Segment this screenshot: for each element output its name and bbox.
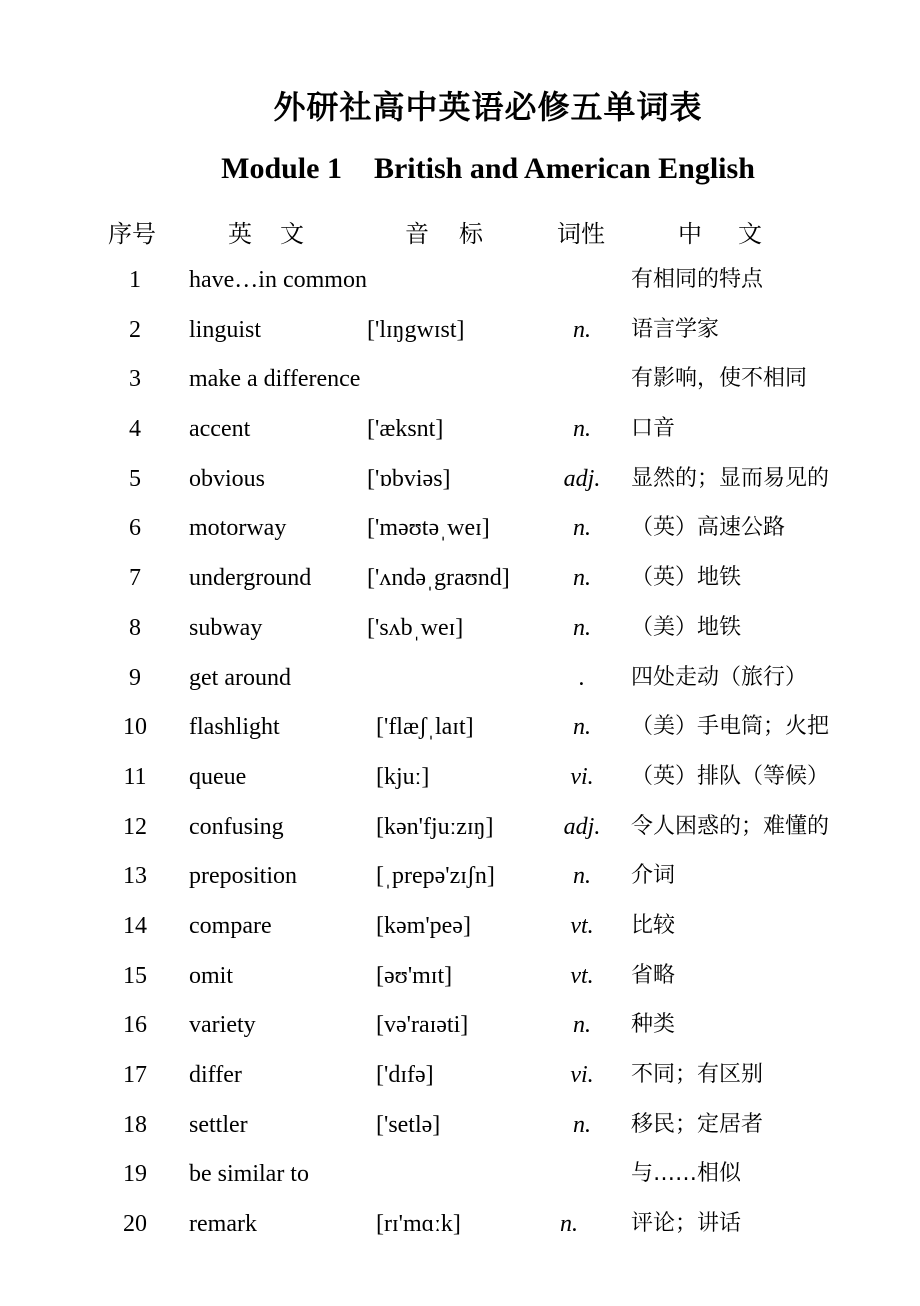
row-phonetic: [kjuː]: [376, 763, 430, 790]
table-row: [0, 560, 920, 610]
table-row: [0, 262, 920, 312]
table-row: [0, 610, 920, 660]
row-meaning: 与……相似: [631, 1161, 742, 1187]
row-number: 10: [123, 714, 147, 741]
row-pos: n.: [573, 416, 591, 443]
row-number: 3: [129, 366, 141, 393]
row-number: 7: [129, 565, 141, 592]
table-row: [0, 361, 920, 411]
row-meaning: 有相同的特点: [631, 267, 764, 292]
row-meaning: 种类: [631, 1012, 676, 1038]
table-row: [0, 461, 920, 511]
row-phonetic: ['lɪŋgwɪst]: [367, 316, 465, 343]
row-word: be similar to: [189, 1161, 309, 1188]
row-pos: vt.: [570, 912, 594, 939]
row-phonetic: ['flæʃˌlaɪt]: [376, 714, 474, 741]
row-number: 12: [123, 813, 147, 840]
row-meaning: 令人困惑的；难懂的: [631, 813, 830, 839]
row-word: linguist: [189, 316, 262, 343]
row-pos: n.: [573, 316, 591, 343]
row-number: 8: [129, 614, 141, 641]
row-phonetic: ['setlə]: [376, 1111, 441, 1138]
row-phonetic: ['ʌndəˌgraʊnd]: [367, 565, 510, 592]
row-phonetic: [və'raɪəti]: [376, 1012, 469, 1039]
row-number: 19: [123, 1161, 147, 1188]
header-pos: 词性: [557, 220, 605, 248]
row-word: settler: [189, 1111, 248, 1138]
table-row: [0, 1057, 920, 1107]
row-phonetic: [kəm'peə]: [376, 912, 471, 939]
row-meaning: 口音: [631, 416, 676, 442]
row-phonetic: ['æksnt]: [367, 416, 444, 443]
row-pos: n.: [573, 1111, 591, 1138]
module-number: Module 1: [221, 152, 342, 185]
row-pos: vi.: [570, 763, 594, 790]
row-word: subway: [189, 614, 263, 641]
row-meaning: 显然的；显而易见的: [631, 465, 830, 491]
row-number: 13: [123, 863, 147, 890]
table-row: [0, 411, 920, 461]
row-pos: n.: [560, 1211, 578, 1238]
row-meaning: 语言学家: [631, 316, 720, 342]
row-number: 1: [129, 267, 141, 293]
row-number: 6: [129, 515, 141, 542]
row-meaning: 有影响，使不相同: [631, 366, 808, 392]
row-pos: n.: [573, 1012, 591, 1039]
row-word: compare: [189, 912, 272, 939]
header-phonetic: 音标: [405, 220, 513, 248]
table-row: [0, 660, 920, 710]
row-meaning: 移民；定居者: [631, 1111, 764, 1137]
row-meaning: （英）高速公路: [631, 515, 786, 541]
row-pos: adj.: [563, 465, 601, 492]
vocabulary-table: [0, 262, 920, 1256]
table-row: [0, 759, 920, 809]
row-number: 5: [129, 465, 141, 492]
table-row: [0, 908, 920, 958]
row-pos: n.: [573, 714, 591, 741]
row-word: confusing: [189, 813, 284, 840]
row-pos: n.: [573, 565, 591, 592]
table-row: [0, 958, 920, 1008]
table-row: [0, 312, 920, 362]
row-word: omit: [189, 962, 234, 989]
module-heading: [0, 152, 920, 186]
row-meaning: （英）排队（等候）: [631, 763, 830, 789]
module-name: British and American English: [373, 152, 755, 185]
row-number: 11: [123, 763, 147, 790]
row-pos: vt.: [570, 962, 594, 989]
table-row: [0, 1107, 920, 1157]
row-number: 17: [123, 1062, 147, 1088]
table-row: [0, 1007, 920, 1057]
table-row: [0, 809, 920, 859]
row-word: queue: [189, 763, 247, 790]
row-word: flashlight: [189, 714, 280, 741]
row-word: make a difference: [189, 366, 361, 393]
row-meaning: 省略: [631, 962, 676, 988]
header-english: 英文: [228, 220, 332, 248]
table-header: [0, 214, 920, 248]
table-row: [0, 858, 920, 908]
header-seq: 序号: [108, 220, 156, 248]
row-meaning: 评论；讲话: [631, 1211, 742, 1237]
row-word: accent: [189, 416, 251, 443]
row-word: have…in common: [189, 267, 367, 293]
row-meaning: 不同；有区别: [631, 1062, 764, 1087]
table-row: [0, 1156, 920, 1206]
table-row: [0, 709, 920, 759]
row-phonetic: [kən'fjuːzɪŋ]: [376, 813, 494, 840]
row-number: 15: [123, 962, 147, 989]
row-phonetic: [rɪ'mɑːk]: [376, 1211, 461, 1238]
row-meaning: （美）手电筒；火把: [631, 714, 830, 740]
row-word: preposition: [189, 863, 297, 890]
row-pos: .: [579, 664, 585, 691]
table-row: [0, 1206, 920, 1256]
row-number: 2: [129, 316, 141, 343]
row-word: obvious: [189, 465, 266, 492]
document-title: 外研社高中英语必修五单词表: [273, 88, 703, 126]
row-phonetic: [ˌprepə'zɪʃn]: [376, 863, 495, 890]
row-word: differ: [189, 1062, 242, 1088]
row-word: underground: [189, 565, 312, 592]
row-meaning: 四处走动（旅行）: [631, 664, 808, 690]
row-word: variety: [189, 1012, 256, 1039]
row-word: remark: [189, 1211, 257, 1238]
row-number: 16: [123, 1012, 147, 1039]
row-word: get around: [189, 664, 291, 691]
row-phonetic: [əʊ'mɪt]: [376, 962, 453, 989]
row-number: 18: [123, 1111, 147, 1138]
row-number: 9: [129, 664, 141, 691]
row-pos: n.: [573, 515, 591, 542]
row-meaning: 介词: [631, 863, 676, 889]
row-phonetic: ['dɪfə]: [376, 1062, 434, 1088]
header-chinese: 中文: [678, 220, 798, 248]
row-phonetic: ['sʌbˌweɪ]: [367, 614, 464, 641]
row-phonetic: ['məʊtəˌweɪ]: [367, 515, 490, 542]
row-pos: adj.: [563, 813, 601, 840]
row-meaning: （美）地铁: [631, 614, 742, 640]
row-meaning: 比较: [631, 912, 676, 938]
row-pos: n.: [573, 614, 591, 641]
row-phonetic: ['ɒbviəs]: [367, 465, 451, 492]
row-number: 14: [123, 912, 147, 939]
row-number: 4: [129, 416, 141, 443]
row-word: motorway: [189, 515, 287, 542]
row-pos: n.: [573, 863, 591, 890]
row-meaning: （英）地铁: [631, 565, 742, 591]
row-pos: vi.: [570, 1062, 594, 1088]
table-row: [0, 510, 920, 560]
row-number: 20: [123, 1211, 147, 1238]
